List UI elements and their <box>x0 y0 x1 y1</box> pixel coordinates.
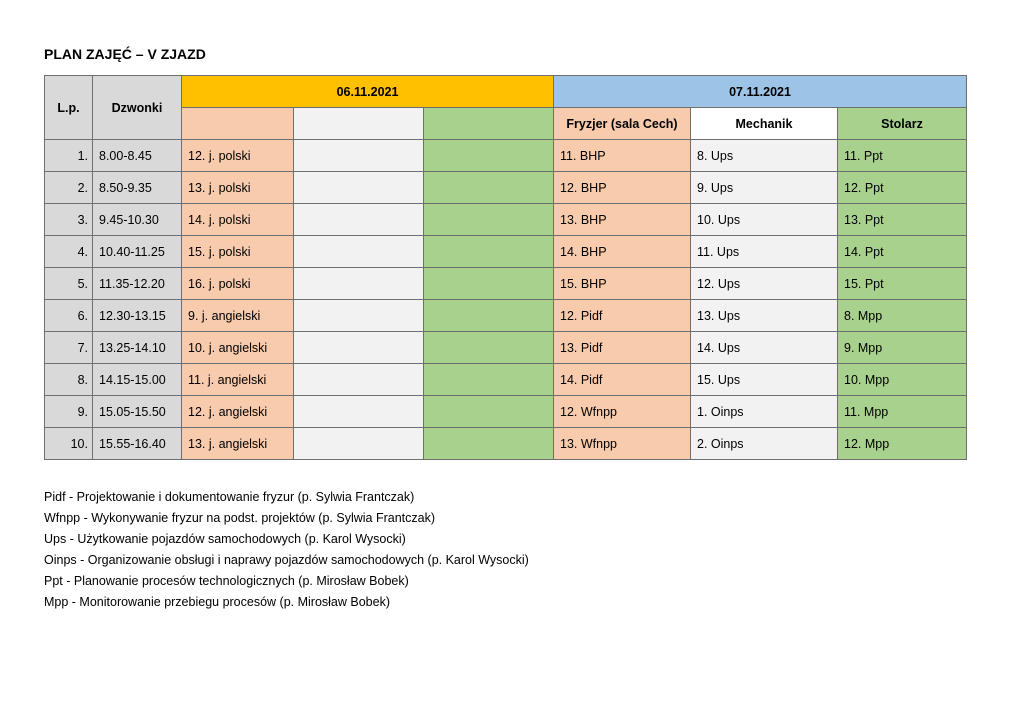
table-row <box>45 140 967 172</box>
cell-time: 8.50-9.35 <box>93 172 182 204</box>
table-row <box>45 300 967 332</box>
cell-time: 11.35-12.20 <box>93 268 182 300</box>
cell-mechanik: 9. Ups <box>691 172 838 204</box>
cell-lp: 4. <box>45 236 93 268</box>
cell-fryzjer: 14. Pidf <box>554 364 691 396</box>
cell-day1-empty <box>294 332 424 364</box>
cell-day1-empty <box>424 140 554 172</box>
cell-day1-subject: 16. j. polski <box>182 268 294 300</box>
header-fryzjer: Fryzjer (sala Cech) <box>554 108 691 140</box>
cell-time: 15.05-15.50 <box>93 396 182 428</box>
table-row <box>45 268 967 300</box>
cell-day1-empty <box>294 300 424 332</box>
cell-day1-empty <box>294 204 424 236</box>
cell-fryzjer: 14. BHP <box>554 236 691 268</box>
cell-day1-empty <box>294 428 424 460</box>
cell-stolarz: 12. Ppt <box>838 172 967 204</box>
cell-day1-empty <box>424 396 554 428</box>
cell-stolarz: 9. Mpp <box>838 332 967 364</box>
cell-fryzjer: 13. Wfnpp <box>554 428 691 460</box>
cell-day1-subject: 13. j. angielski <box>182 428 294 460</box>
cell-fryzjer: 12. Pidf <box>554 300 691 332</box>
cell-lp: 8. <box>45 364 93 396</box>
table-row <box>45 364 967 396</box>
table-row <box>45 396 967 428</box>
cell-time: 8.00-8.45 <box>93 140 182 172</box>
cell-lp: 10. <box>45 428 93 460</box>
cell-lp: 1. <box>45 140 93 172</box>
cell-day1-subject: 13. j. polski <box>182 172 294 204</box>
cell-stolarz: 10. Mpp <box>838 364 967 396</box>
cell-day1-empty <box>424 300 554 332</box>
cell-mechanik: 2. Oinps <box>691 428 838 460</box>
legend-item: Ups - Użytkowanie pojazdów samochodowych (p. Karol Wysocki) <box>44 532 406 546</box>
legend-item: Oinps - Organizowanie obsługi i naprawy pojazdów samochodowych (p. Karol Wysocki) <box>44 553 529 567</box>
cell-mechanik: 15. Ups <box>691 364 838 396</box>
cell-stolarz: 11. Mpp <box>838 396 967 428</box>
cell-lp: 9. <box>45 396 93 428</box>
cell-day1-subject: 9. j. angielski <box>182 300 294 332</box>
cell-fryzjer: 13. Pidf <box>554 332 691 364</box>
cell-stolarz: 8. Mpp <box>838 300 967 332</box>
cell-day1-subject: 12. j. polski <box>182 140 294 172</box>
cell-day1-subject: 11. j. angielski <box>182 364 294 396</box>
header-stolarz: Stolarz <box>838 108 967 140</box>
cell-day1-subject: 15. j. polski <box>182 236 294 268</box>
legend-item: Pidf - Projektowanie i dokumentowanie fryzur (p. Sylwia Frantczak) <box>44 490 415 504</box>
schedule-table <box>44 75 967 460</box>
header-day1: 06.11.2021 <box>182 76 554 108</box>
cell-day1-empty <box>424 172 554 204</box>
table-row <box>45 172 967 204</box>
cell-day1-empty <box>294 172 424 204</box>
legend-item: Mpp - Monitorowanie przebiegu procesów (p. Mirosław Bobek) <box>44 595 390 609</box>
cell-time: 13.25-14.10 <box>93 332 182 364</box>
cell-day1-subject: 12. j. angielski <box>182 396 294 428</box>
cell-time: 10.40-11.25 <box>93 236 182 268</box>
header-day2: 07.11.2021 <box>554 76 967 108</box>
cell-day1-subject: 14. j. polski <box>182 204 294 236</box>
table-row <box>45 332 967 364</box>
table-row <box>45 428 967 460</box>
cell-fryzjer: 15. BHP <box>554 268 691 300</box>
cell-time: 12.30-13.15 <box>93 300 182 332</box>
cell-stolarz: 12. Mpp <box>838 428 967 460</box>
legend-item: Ppt - Planowanie procesów technologicznych (p. Mirosław Bobek) <box>44 574 409 588</box>
cell-time: 15.55-16.40 <box>93 428 182 460</box>
cell-mechanik: 14. Ups <box>691 332 838 364</box>
cell-day1-empty <box>424 332 554 364</box>
cell-day1-empty <box>294 140 424 172</box>
header-day1-group-3 <box>424 108 554 140</box>
cell-day1-empty <box>424 204 554 236</box>
cell-mechanik: 11. Ups <box>691 236 838 268</box>
header-mechanik: Mechanik <box>691 108 838 140</box>
header-dzwonki: Dzwonki <box>93 76 182 140</box>
legend <box>44 487 529 613</box>
cell-day1-empty <box>424 428 554 460</box>
cell-day1-empty <box>424 236 554 268</box>
cell-time: 9.45-10.30 <box>93 204 182 236</box>
cell-day1-empty <box>294 364 424 396</box>
cell-mechanik: 8. Ups <box>691 140 838 172</box>
cell-fryzjer: 11. BHP <box>554 140 691 172</box>
cell-lp: 2. <box>45 172 93 204</box>
legend-item: Wfnpp - Wykonywanie fryzur na podst. projektów (p. Sylwia Frantczak) <box>44 511 435 525</box>
page-title: PLAN ZAJĘĆ – V ZJAZD <box>44 46 206 62</box>
cell-day1-empty <box>294 268 424 300</box>
cell-mechanik: 12. Ups <box>691 268 838 300</box>
cell-fryzjer: 12. Wfnpp <box>554 396 691 428</box>
header-day1-group-1 <box>182 108 294 140</box>
table-row <box>45 236 967 268</box>
cell-fryzjer: 13. BHP <box>554 204 691 236</box>
header-day1-group-2 <box>294 108 424 140</box>
header-row-groups <box>45 108 967 140</box>
cell-lp: 3. <box>45 204 93 236</box>
cell-mechanik: 10. Ups <box>691 204 838 236</box>
cell-day1-empty <box>294 236 424 268</box>
cell-day1-subject: 10. j. angielski <box>182 332 294 364</box>
cell-lp: 5. <box>45 268 93 300</box>
cell-day1-empty <box>424 364 554 396</box>
cell-stolarz: 14. Ppt <box>838 236 967 268</box>
cell-fryzjer: 12. BHP <box>554 172 691 204</box>
cell-mechanik: 13. Ups <box>691 300 838 332</box>
cell-lp: 6. <box>45 300 93 332</box>
cell-stolarz: 15. Ppt <box>838 268 967 300</box>
cell-day1-empty <box>424 268 554 300</box>
cell-lp: 7. <box>45 332 93 364</box>
table-row <box>45 204 967 236</box>
cell-time: 14.15-15.00 <box>93 364 182 396</box>
header-lp: L.p. <box>45 76 93 140</box>
cell-stolarz: 11. Ppt <box>838 140 967 172</box>
header-row-days <box>45 76 967 108</box>
cell-stolarz: 13. Ppt <box>838 204 967 236</box>
cell-day1-empty <box>294 396 424 428</box>
cell-mechanik: 1. Oinps <box>691 396 838 428</box>
